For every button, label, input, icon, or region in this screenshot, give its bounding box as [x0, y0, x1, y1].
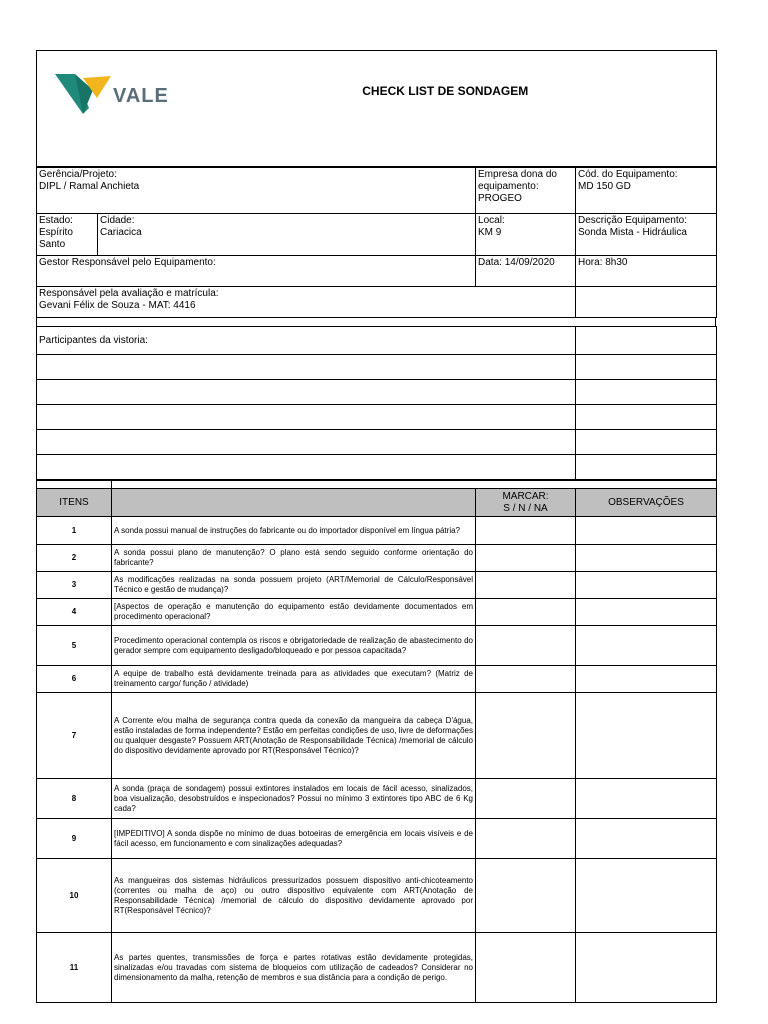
itens-header: ITENS: [37, 489, 112, 517]
section-gap: [36, 318, 716, 326]
participant-row-aux: [576, 430, 717, 455]
item-observation-cell[interactable]: [576, 599, 717, 626]
item-answer-cell[interactable]: [476, 859, 576, 933]
participant-row-aux: [576, 405, 717, 430]
empresa-value: PROGEO: [478, 193, 522, 204]
vale-logo: [39, 52, 173, 130]
item-observation-cell[interactable]: [576, 572, 717, 599]
estado-value: Espírito Santo: [39, 227, 73, 250]
item-answer-cell[interactable]: [476, 933, 576, 1003]
item-number: 2: [37, 545, 112, 572]
participant-row: [37, 380, 576, 405]
item-number: 8: [37, 779, 112, 819]
item-number: 9: [37, 819, 112, 859]
participant-row-aux: [576, 455, 717, 480]
item-observation-cell[interactable]: [576, 933, 717, 1003]
item-observation-cell[interactable]: [576, 517, 717, 545]
header-table: [36, 50, 717, 167]
spacer-cell: [37, 481, 112, 489]
marcar-options: S / N / NA: [503, 502, 548, 514]
cidade-cell: [98, 214, 476, 256]
item-answer-cell[interactable]: [476, 517, 576, 545]
item-observation-cell[interactable]: [576, 693, 717, 779]
item-number: 1: [37, 517, 112, 545]
participant-row: [37, 430, 576, 455]
participantes-empty-cell: [576, 327, 717, 355]
participantes-label: Participantes da vistoria:: [39, 334, 148, 346]
question-header: [112, 489, 476, 517]
item-observation-cell[interactable]: [576, 666, 717, 693]
participant-row: [37, 405, 576, 430]
estado-cell: [37, 214, 98, 256]
marcar-label: MARCAR:: [502, 490, 549, 502]
item-question: A sonda possui plano de manutenção? O plano está sendo seguido conforme orientação do fabricante?: [112, 545, 476, 572]
item-answer-cell[interactable]: [476, 599, 576, 626]
gestor-cell: [37, 256, 476, 287]
observacoes-header: OBSERVAÇÕES: [576, 489, 717, 517]
participant-row-aux: [576, 380, 717, 405]
item-question: A sonda possui manual de instruções do fabricante ou do importador disponível em língua pátria?: [112, 517, 476, 545]
responsavel-cell: [37, 287, 576, 318]
checklist-sheet: [36, 50, 716, 1003]
item-observation-cell[interactable]: [576, 545, 717, 572]
participant-row: [37, 455, 576, 480]
item-observation-cell[interactable]: [576, 819, 717, 859]
responsavel-empty-cell: [576, 287, 717, 318]
item-question: As mangueiras dos sistemas hidráulicos pressurizados possuem dispositivo anti-chicoteamento (correntes ou malha de aço) ou outro dispositivo equivalente com ART(Anotação de Responsabilidade Técnica) /memorial de cálculo do dispositivo devidamente aprovado por RT(Responsável Técnico)?: [112, 859, 476, 933]
item-number: 5: [37, 626, 112, 666]
estado-label: Estado:: [39, 215, 73, 226]
responsavel-label: Responsável pela avaliação e matrícula:: [39, 288, 219, 299]
info-table: [36, 167, 717, 318]
logo-cell: [37, 51, 175, 167]
item-question: Procedimento operacional contempla os riscos e obrigatoriedade de realização de abastecimento do gerador sempre com equipamento desligado/bloqueado e por pessoa capacitada?: [112, 626, 476, 666]
cidade-label: Cidade:: [100, 215, 135, 226]
hora-label: Hora: 8h30: [578, 257, 628, 268]
local-label: Local:: [478, 215, 505, 226]
gestor-label: Gestor Responsável pelo Equipamento:: [39, 257, 216, 268]
participant-row-aux: [576, 355, 717, 380]
empresa-label: Empresa dona do equipamento:: [478, 169, 557, 192]
item-observation-cell[interactable]: [576, 626, 717, 666]
participants-table: [36, 326, 717, 480]
marcar-header: [476, 489, 576, 517]
item-question: A sonda (praça de sondagem) possui extintores instalados em locais de fácil acesso, sinalizados, boa visualização, desobstruídos e inspecionados? Possui no mínimo 3 extintores tipo ABC de 6 Kg cada?: [112, 779, 476, 819]
empresa-cell: [476, 168, 576, 214]
item-number: 4: [37, 599, 112, 626]
item-question: A Corrente e/ou malha de segurança contra queda da conexão da mangueira da cabeça D'água, estão instaladas de forma independente? Estão em perfeitas condições de uso, livre de deformações ou qualquer desgaste? Possuem ART(Anotação de Responsabilidade Técnica) /memorial de cálculo do dispositivo devidamente aprovado por RT(Responsável Técnico)?: [112, 693, 476, 779]
item-answer-cell[interactable]: [476, 545, 576, 572]
hora-cell: [576, 256, 717, 287]
item-question: [IMPEDITIVO] A sonda dispõe no mínimo de duas botoeiras de emergência em locais visíveis e de fácil acesso, em funcionamento e com sinalizações adequadas?: [112, 819, 476, 859]
data-label: Data: 14/09/2020: [478, 257, 555, 268]
item-question: [Aspectos de operação e manutenção do equipamento estão devidamente documentados em procedimento operacional?: [112, 599, 476, 626]
item-answer-cell[interactable]: [476, 819, 576, 859]
item-question: As modificações realizadas na sonda possuem projeto (ART/Memorial de Cálculo/Responsável Técnico e gestão de mudança)?: [112, 572, 476, 599]
item-observation-cell[interactable]: [576, 859, 717, 933]
item-number: 6: [37, 666, 112, 693]
item-answer-cell[interactable]: [476, 626, 576, 666]
participant-row: [37, 355, 576, 380]
item-number: 7: [37, 693, 112, 779]
local-cell: [476, 214, 576, 256]
cod-value: MD 150 GD: [578, 181, 631, 192]
gerencia-value: DIPL / Ramal Anchieta: [39, 181, 140, 192]
cidade-value: Cariacica: [100, 227, 142, 238]
logo-text: VALE: [113, 85, 169, 107]
item-answer-cell[interactable]: [476, 779, 576, 819]
item-answer-cell[interactable]: [476, 666, 576, 693]
item-observation-cell[interactable]: [576, 779, 717, 819]
cod-label: Cód. do Equipamento:: [578, 169, 678, 180]
gerencia-cell: [37, 168, 476, 214]
descricao-label: Descrição Equipamento:: [578, 215, 687, 226]
item-number: 10: [37, 859, 112, 933]
item-question: A equipe de trabalho está devidamente treinada para as atividades que executam? (Matriz de treinamento cargo/ função / atividade): [112, 666, 476, 693]
item-number: 3: [37, 572, 112, 599]
document-title: CHECK LIST DE SONDAGEM: [175, 51, 717, 167]
descricao-cell: [576, 214, 717, 256]
descricao-value: Sonda Mista - Hidráulica: [578, 227, 687, 238]
item-number: 11: [37, 933, 112, 1003]
gerencia-label: Gerência/Projeto:: [39, 169, 117, 180]
item-answer-cell[interactable]: [476, 693, 576, 779]
participantes-cell: [37, 327, 576, 355]
item-question: As partes quentes, transmissões de força e partes rotativas estão devidamente protegidas, sinalizadas e/ou travadas com sistema de bloqueios com utilização de cadeados? Considerar no dimensionamento da malha, retenção de membros e sua distância para a condição de perigo.: [112, 933, 476, 1003]
checklist-table: [36, 480, 717, 1003]
cod-cell: [576, 168, 717, 214]
responsavel-value: Gevani Félix de Souza - MAT: 4416: [39, 300, 196, 311]
data-cell: [476, 256, 576, 287]
local-value: KM 9: [478, 227, 502, 238]
item-answer-cell[interactable]: [476, 572, 576, 599]
spacer-cell: [112, 481, 717, 489]
